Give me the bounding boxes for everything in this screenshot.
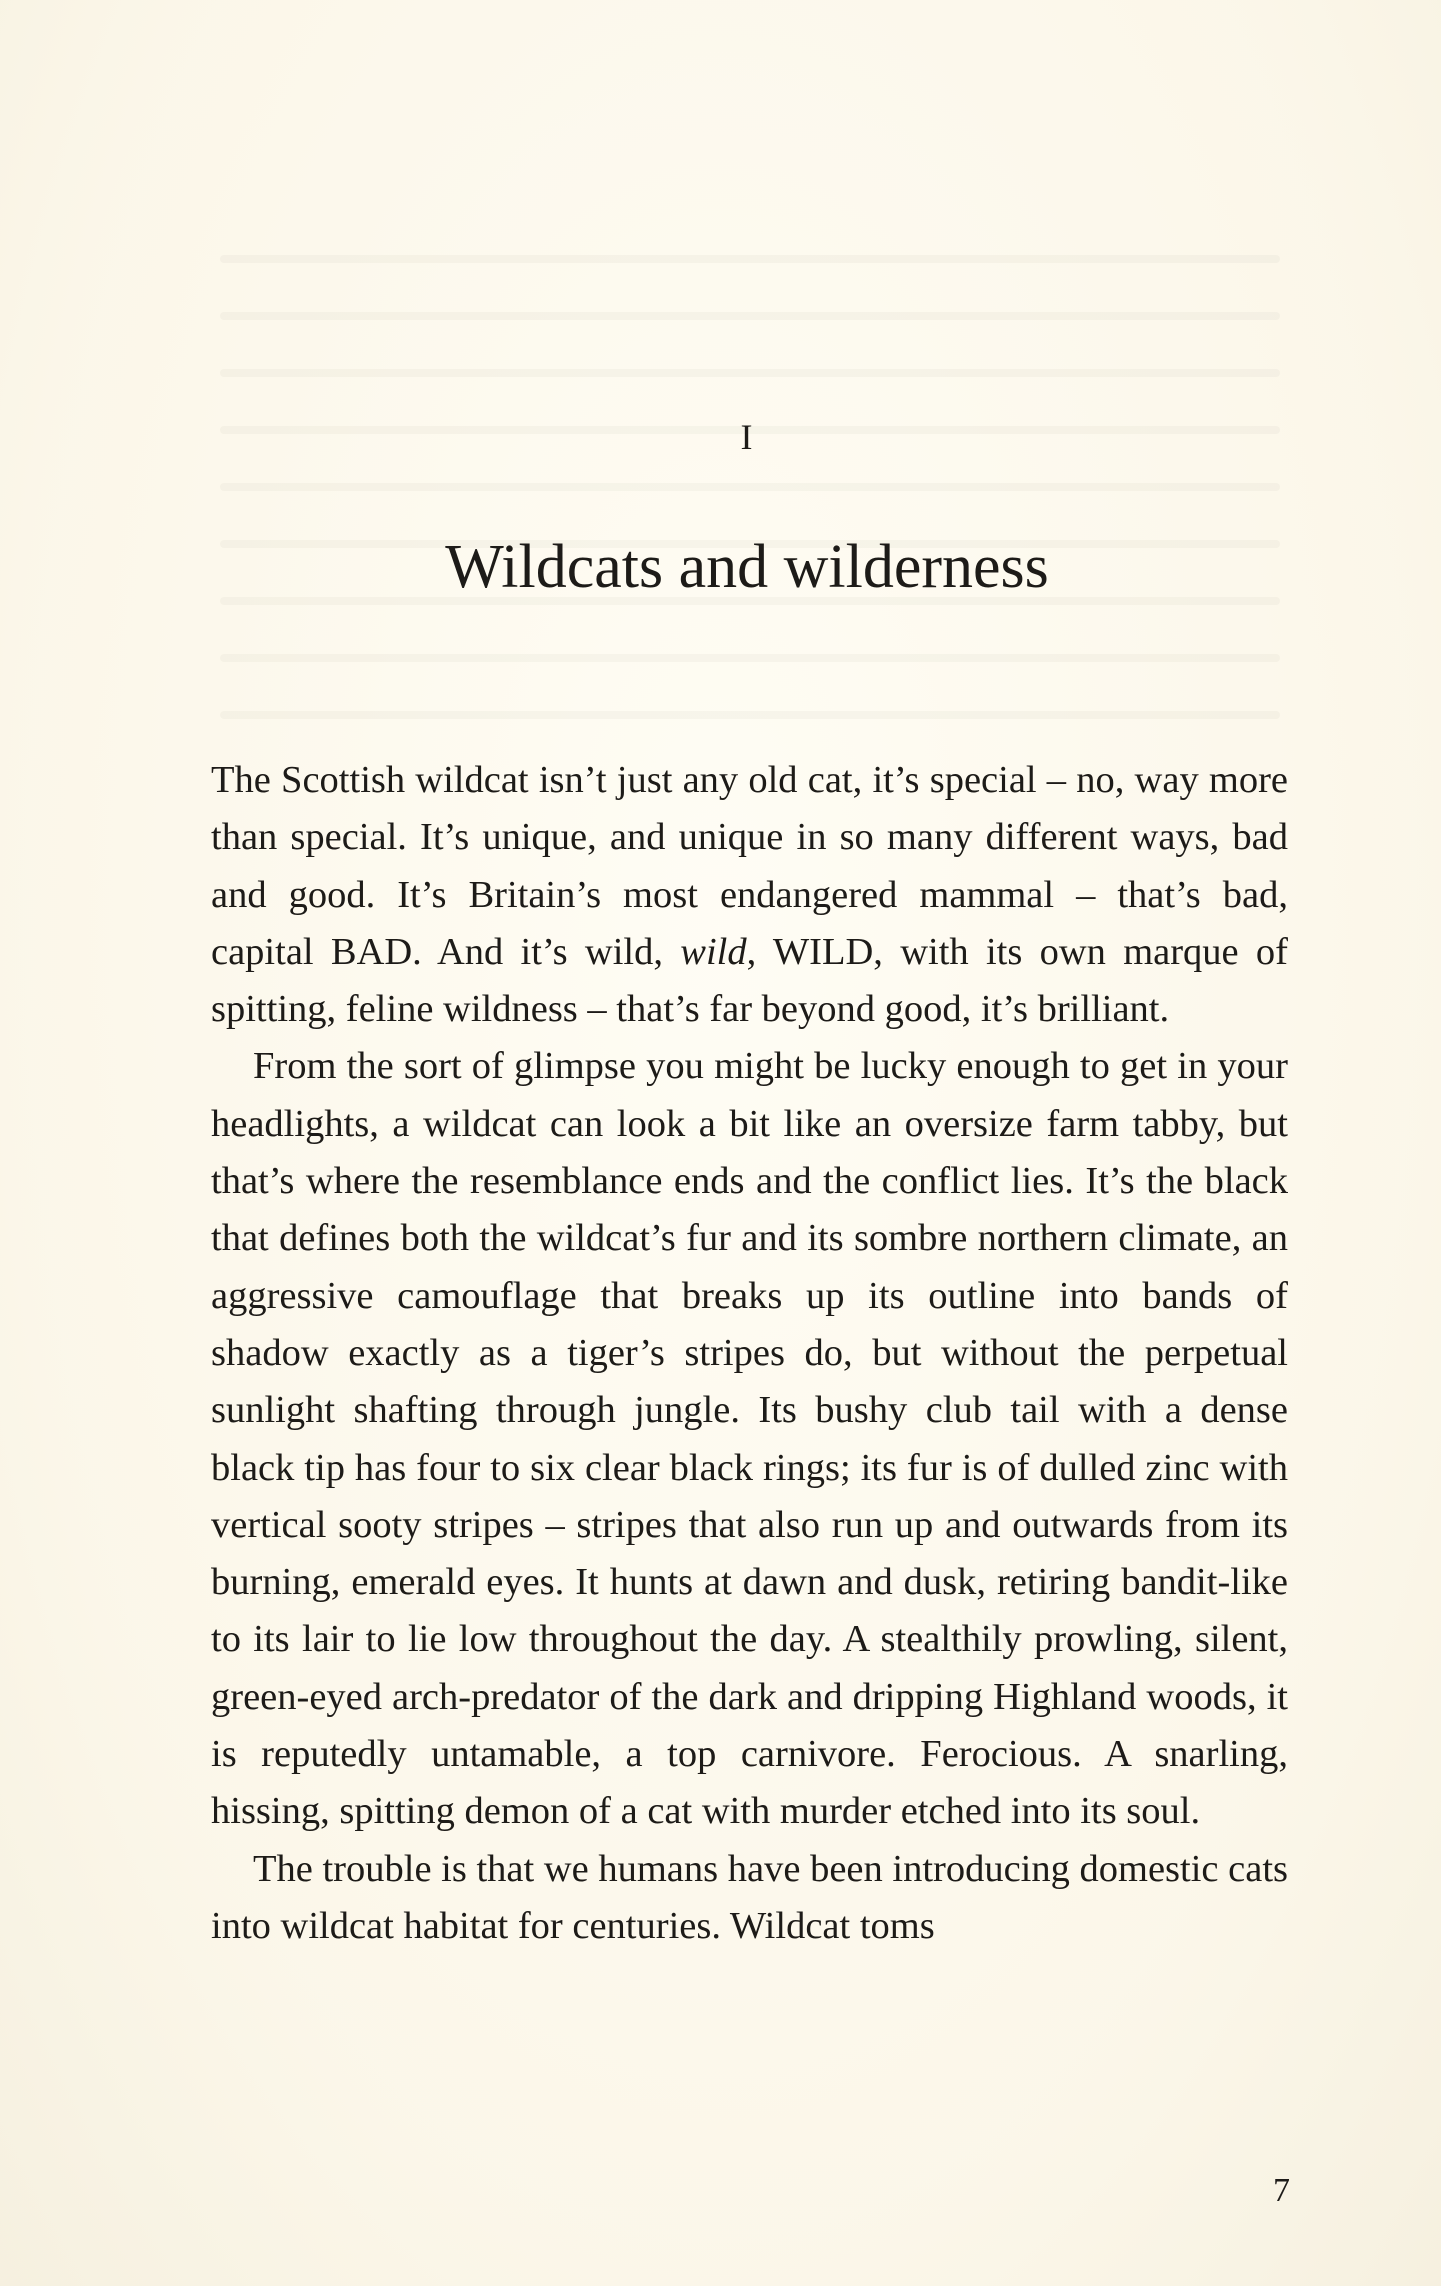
reverse-side-show-through <box>220 312 1280 320</box>
chapter-title: Wildcats and wilderness <box>445 533 1049 601</box>
emphasis-text: wild <box>680 930 747 973</box>
reverse-side-show-through <box>220 255 1280 263</box>
paragraph-text: , WILD, with its own marque of spitting, feline wildness – that’s far beyond good, it’s brilliant. <box>211 930 1288 1031</box>
chapter-body <box>211 752 1288 1955</box>
reverse-side-show-through <box>220 654 1280 662</box>
reverse-side-show-through <box>220 483 1280 491</box>
paragraph: From the sort of glimpse you might be lucky enough to get in your headlights, a wildcat can look a bit like an oversize farm tabby, but that’s where the resemblance ends and the conflict lies. It’s the black that defines both the wildcat’s fur and its sombre northern climate, an aggressive camouflage that breaks up its outline into bands of shadow exactly as a tiger’s stripes do, but without the perpetual sunlight shafting through jungle. Its bushy club tail with a dense black tip has four to six clear black rings; its fur is of dulled zinc with vertical sooty stripes – stripes that also run up and outwards from its burning, emerald eyes. It hunts at dawn and dusk, retiring bandit-like to its lair to lie low throughout the day. A stealthily prowling, silent, green-eyed arch-predator of the dark and dripping Highland woods, it is reputedly untamable, a top carnivore. Ferocious. A snarling, hissing, spitting demon of a cat with murder etched into its soul. <box>211 1045 1288 1833</box>
reverse-side-show-through <box>220 711 1280 719</box>
paragraph <box>211 752 1288 1038</box>
page-number: 7 <box>1273 2172 1290 2209</box>
reverse-side-show-through <box>220 369 1280 377</box>
paragraph: The trouble is that we humans have been introducing domestic cats into wildcat habitat for centuries. Wildcat toms <box>211 1847 1288 1947</box>
chapter-number: I <box>740 417 754 457</box>
paragraph-text: The Scottish wildcat isn’t just any old cat, it’s special – no, way more than special. It’s unique, and unique in so many different ways, bad and good. It’s Britain’s most endangered mammal – that’s bad, capital BAD. And it’s wild, <box>211 759 1288 973</box>
